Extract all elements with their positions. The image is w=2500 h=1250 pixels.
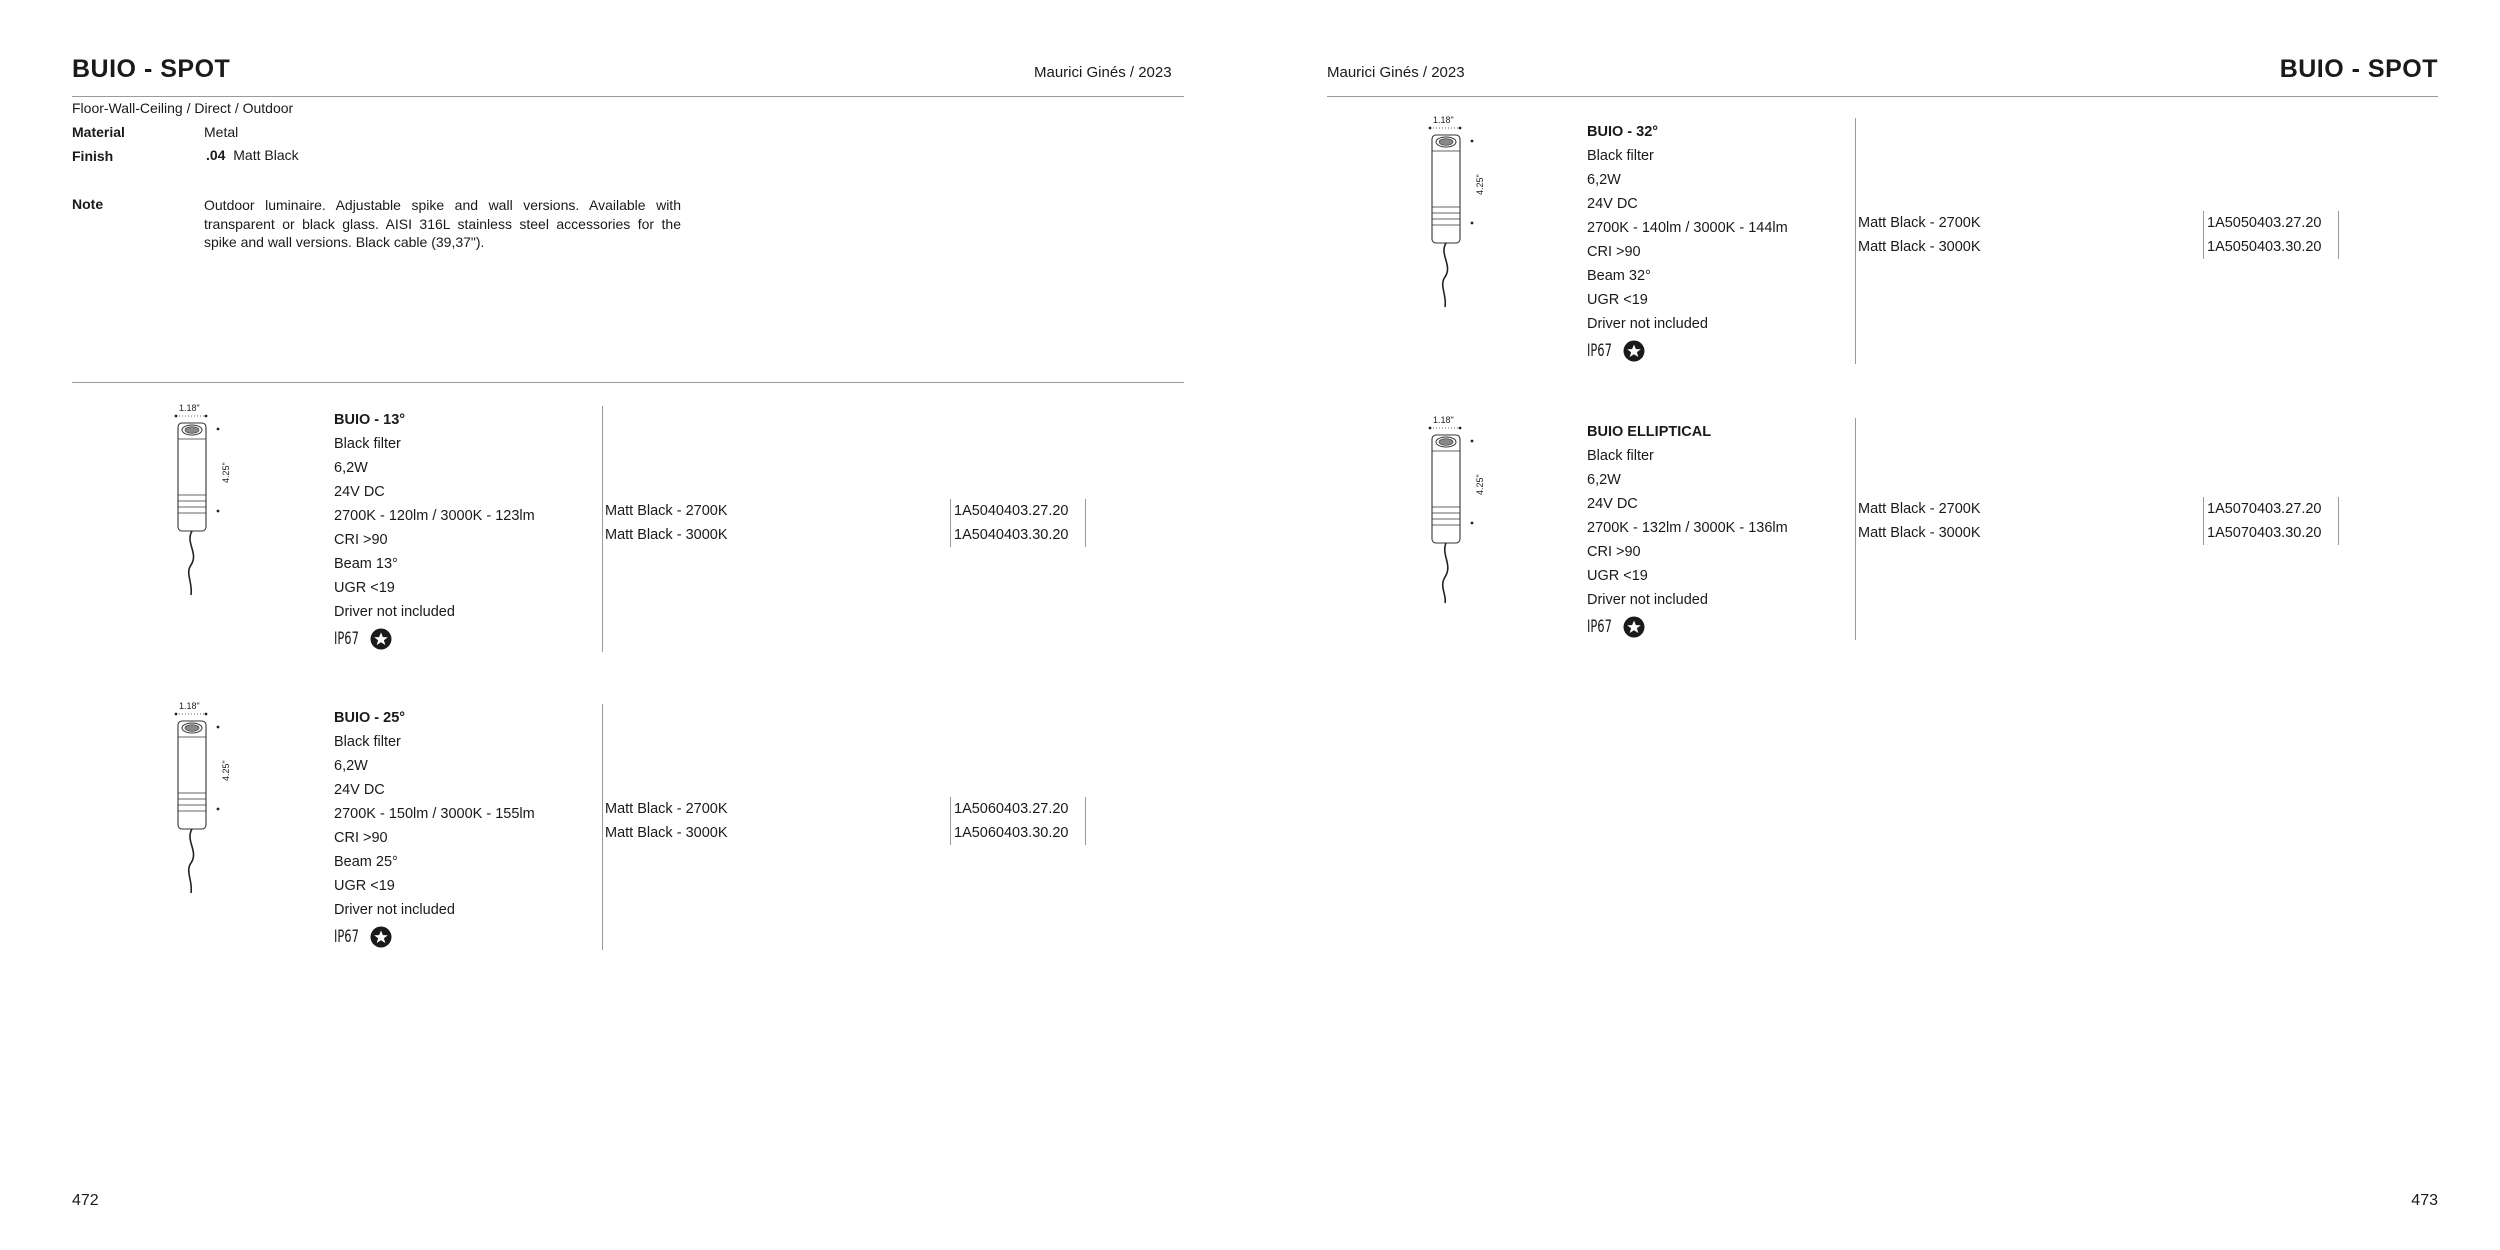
right-header-rule bbox=[1327, 96, 2438, 97]
product-specs bbox=[334, 408, 535, 654]
spot-luminaire-icon bbox=[163, 701, 243, 901]
spec-line: 24V DC bbox=[1587, 196, 1638, 212]
product-specs bbox=[1587, 120, 1788, 366]
spec-line: 2700K - 120lm / 3000K - 123lm bbox=[334, 508, 535, 524]
finish-options bbox=[1858, 497, 1981, 545]
spec-line: Black filter bbox=[334, 734, 401, 750]
spec-line: Driver not included bbox=[1587, 592, 1708, 608]
material-value: Metal bbox=[204, 124, 239, 140]
spec-line: Black filter bbox=[1587, 448, 1654, 464]
article-codes bbox=[950, 499, 1086, 547]
spec-line: UGR <19 bbox=[1587, 292, 1648, 308]
product-name: BUIO - 13° bbox=[334, 412, 406, 428]
left-page-title: BUIO - SPOT bbox=[72, 55, 231, 83]
spec-line: 24V DC bbox=[334, 484, 385, 500]
svg-text:1.18": 1.18" bbox=[1433, 415, 1454, 425]
spec-line: CRI >90 bbox=[334, 532, 388, 548]
spec-line: Black filter bbox=[334, 436, 401, 452]
svg-text:4.25": 4.25" bbox=[221, 760, 231, 781]
column-divider bbox=[1855, 418, 1856, 640]
product-drawing bbox=[1417, 115, 1497, 320]
left-page-number: 472 bbox=[72, 1192, 99, 1209]
spec-line: 2700K - 150lm / 3000K - 155lm bbox=[334, 806, 535, 822]
product-name: BUIO - 25° bbox=[334, 710, 406, 726]
column-divider bbox=[602, 406, 603, 652]
article-codes bbox=[2203, 211, 2339, 259]
ip-rating-label: IP67 bbox=[1587, 341, 1612, 361]
svg-text:4.25": 4.25" bbox=[1475, 174, 1485, 195]
spot-luminaire-icon bbox=[1417, 415, 1497, 615]
note-text: Outdoor luminaire. Adjustable spike and wall versions. Available with transparent or black glass. AISI 316L stainless steel accessories for the spike and wall versions. Black cable (39,37"). bbox=[204, 197, 681, 250]
ip-rating-label: IP67 bbox=[1587, 617, 1612, 637]
left-section-rule bbox=[72, 382, 1184, 383]
spec-line: 6,2W bbox=[334, 460, 368, 476]
spec-line: Beam 32° bbox=[1587, 268, 1651, 284]
article-code: 1A5050403.30.20 bbox=[2207, 239, 2322, 255]
finish-name: Matt Black bbox=[233, 147, 299, 163]
finish-options bbox=[1858, 211, 1981, 259]
spec-line: Driver not included bbox=[334, 604, 455, 620]
product-drawing bbox=[1417, 415, 1497, 620]
article-code: 1A5040403.30.20 bbox=[954, 527, 1069, 543]
product-name: BUIO - 32° bbox=[1587, 124, 1659, 140]
spot-luminaire-icon bbox=[163, 403, 243, 603]
spec-line: UGR <19 bbox=[334, 580, 395, 596]
article-code: 1A5040403.27.20 bbox=[954, 503, 1069, 519]
ip-rating bbox=[1587, 612, 1788, 642]
svg-text:1.18": 1.18" bbox=[179, 701, 200, 711]
finish-option: Matt Black - 2700K bbox=[605, 801, 728, 817]
spec-line: CRI >90 bbox=[334, 830, 388, 846]
svg-text:4.25": 4.25" bbox=[1475, 474, 1485, 495]
article-code: 1A5070403.27.20 bbox=[2207, 501, 2322, 517]
spec-line: UGR <19 bbox=[334, 878, 395, 894]
article-code: 1A5070403.30.20 bbox=[2207, 525, 2322, 541]
product-name: BUIO ELLIPTICAL bbox=[1587, 424, 1712, 440]
article-code: 1A5050403.27.20 bbox=[2207, 215, 2322, 231]
product-specs bbox=[1587, 420, 1788, 642]
svg-text:1.18": 1.18" bbox=[1433, 115, 1454, 125]
finish-option: Matt Black - 3000K bbox=[1858, 239, 1981, 255]
led-badge-icon bbox=[370, 926, 392, 948]
finish-option: Matt Black - 3000K bbox=[605, 825, 728, 841]
product-specs bbox=[334, 706, 535, 952]
finish-option: Matt Black - 3000K bbox=[605, 527, 728, 543]
article-code: 1A5060403.30.20 bbox=[954, 825, 1069, 841]
ip-rating bbox=[334, 922, 535, 952]
spec-line: Beam 13° bbox=[334, 556, 398, 572]
finish-value bbox=[206, 147, 299, 163]
right-author-year: Maurici Ginés / 2023 bbox=[1327, 64, 1465, 81]
spec-line: CRI >90 bbox=[1587, 544, 1641, 560]
spec-line: 6,2W bbox=[1587, 172, 1621, 188]
column-divider bbox=[1855, 118, 1856, 364]
spec-line: Driver not included bbox=[1587, 316, 1708, 332]
spec-line: 2700K - 132lm / 3000K - 136lm bbox=[1587, 520, 1788, 536]
finish-option: Matt Black - 2700K bbox=[1858, 215, 1981, 231]
ip-rating-label: IP67 bbox=[334, 927, 359, 947]
left-author-year: Maurici Ginés / 2023 bbox=[1034, 64, 1172, 81]
ip-rating bbox=[334, 624, 535, 654]
finish-option: Matt Black - 3000K bbox=[1858, 525, 1981, 541]
right-page-number: 473 bbox=[2411, 1192, 2438, 1209]
article-codes bbox=[950, 797, 1086, 845]
svg-text:1.18": 1.18" bbox=[179, 403, 200, 413]
spec-line: Beam 25° bbox=[334, 854, 398, 870]
spec-line: 6,2W bbox=[1587, 472, 1621, 488]
spec-line: Driver not included bbox=[334, 902, 455, 918]
finish-option: Matt Black - 2700K bbox=[1858, 501, 1981, 517]
finish-options bbox=[605, 499, 728, 547]
spec-line: CRI >90 bbox=[1587, 244, 1641, 260]
article-code: 1A5060403.27.20 bbox=[954, 801, 1069, 817]
spot-luminaire-icon bbox=[1417, 115, 1497, 315]
ip-rating bbox=[1587, 336, 1788, 366]
product-drawing bbox=[163, 403, 243, 608]
finish-options bbox=[605, 797, 728, 845]
note-label: Note bbox=[72, 196, 104, 212]
spec-line: 2700K - 140lm / 3000K - 144lm bbox=[1587, 220, 1788, 236]
finish-code: .04 bbox=[206, 147, 226, 163]
product-drawing bbox=[163, 701, 243, 906]
right-page-title: BUIO - SPOT bbox=[2279, 55, 2438, 83]
usage-line: Floor-Wall-Ceiling / Direct / Outdoor bbox=[72, 100, 294, 116]
led-badge-icon bbox=[1623, 616, 1645, 638]
article-codes bbox=[2203, 497, 2339, 545]
led-badge-icon bbox=[1623, 340, 1645, 362]
led-badge-icon bbox=[370, 628, 392, 650]
column-divider bbox=[602, 704, 603, 950]
svg-text:4.25": 4.25" bbox=[221, 462, 231, 483]
ip-rating-label: IP67 bbox=[334, 629, 359, 649]
finish-option: Matt Black - 2700K bbox=[605, 503, 728, 519]
left-header-rule bbox=[72, 96, 1184, 97]
spec-line: Black filter bbox=[1587, 148, 1654, 164]
material-label: Material bbox=[72, 124, 125, 140]
spec-line: 24V DC bbox=[1587, 496, 1638, 512]
spec-line: 6,2W bbox=[334, 758, 368, 774]
spec-line: 24V DC bbox=[334, 782, 385, 798]
spec-line: UGR <19 bbox=[1587, 568, 1648, 584]
finish-label: Finish bbox=[72, 148, 114, 164]
